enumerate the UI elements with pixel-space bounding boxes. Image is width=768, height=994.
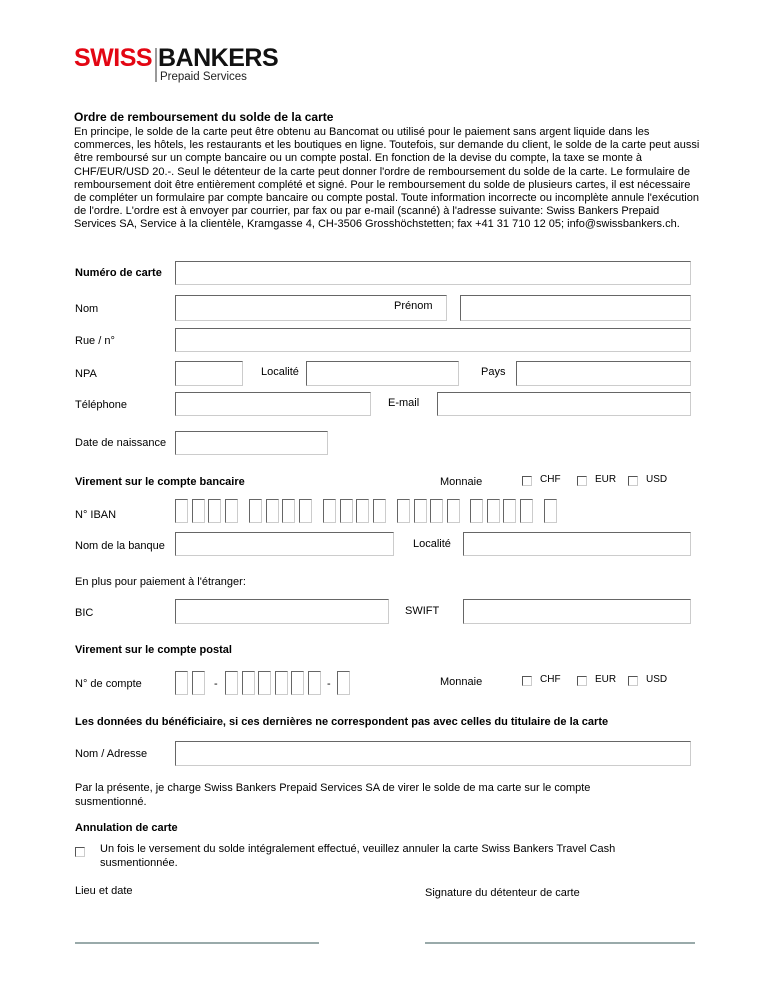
postal-account-cell[interactable] — [225, 671, 238, 695]
swift-label: SWIFT — [405, 605, 440, 617]
postal-account-cell[interactable] — [242, 671, 255, 695]
npa-field[interactable] — [175, 361, 243, 386]
postal-account-cell[interactable] — [175, 671, 188, 695]
birthdate-label: Date de naissance — [75, 437, 167, 449]
bank-transfer-heading: Virement sur le compte bancaire — [75, 476, 245, 488]
abroad-note: En plus pour paiement à l'étranger: — [75, 576, 246, 588]
iban-cell[interactable] — [282, 499, 295, 523]
mandate-text: Par la présente, je charge Swiss Bankers Prepaid Services SA de virer le solde de ma carte sur le compte susmentionné. — [75, 782, 591, 808]
npa-label: NPA — [75, 368, 97, 380]
email-label: E-mail — [388, 397, 420, 409]
pays-field[interactable] — [516, 361, 691, 386]
cancel-text: Un fois le versement du solde intégralement effectué, veuillez annuler la carte Swiss Bankers Travel Cash susmentionnée. — [100, 843, 616, 869]
iban-cell[interactable] — [503, 499, 516, 523]
iban-cell[interactable] — [356, 499, 369, 523]
iban-cell[interactable] — [299, 499, 312, 523]
iban-cell[interactable] — [225, 499, 238, 523]
postal-account-cell[interactable] — [192, 671, 205, 695]
bank-monnaie-label: Monnaie — [440, 476, 483, 488]
postal-monnaie-label: Monnaie — [440, 676, 483, 688]
postal-usd-label: USD — [646, 674, 668, 685]
postal-transfer-heading: Virement sur le compte postal — [75, 644, 232, 656]
holder-signature-label: Signature du détenteur de carte — [425, 887, 580, 899]
postal-usd-checkbox[interactable] — [628, 676, 638, 686]
iban-cell[interactable] — [544, 499, 557, 523]
nom-label: Nom — [75, 303, 99, 315]
bank-eur-label: EUR — [595, 474, 617, 485]
postal-account-cell[interactable] — [258, 671, 271, 695]
rue-label: Rue / n° — [75, 335, 115, 347]
email-field[interactable] — [437, 392, 691, 416]
place-date-line[interactable] — [75, 942, 319, 944]
page-title: Ordre de remboursement du solde de la carte — [74, 110, 334, 124]
postal-account-cell[interactable] — [337, 671, 350, 695]
name-address-label: Nom / Adresse — [75, 748, 148, 760]
postal-eur-checkbox[interactable] — [577, 676, 587, 686]
iban-cell[interactable] — [520, 499, 533, 523]
bic-field[interactable] — [175, 599, 389, 624]
bank-chf-label: CHF — [540, 474, 561, 485]
cancel-heading: Annulation de carte — [75, 822, 178, 834]
iban-cell[interactable] — [447, 499, 460, 523]
bank-usd-label: USD — [646, 474, 668, 485]
iban-cell[interactable] — [175, 499, 188, 523]
logo-divider — [155, 48, 157, 82]
iban-cell[interactable] — [470, 499, 483, 523]
logo-bankers: BANKERS — [158, 44, 279, 72]
iban-cell[interactable] — [208, 499, 221, 523]
iban-cell[interactable] — [373, 499, 386, 523]
iban-cell[interactable] — [249, 499, 262, 523]
postal-account-label: N° de compte — [75, 678, 142, 690]
place-date-label: Lieu et date — [75, 885, 133, 897]
swift-field[interactable] — [463, 599, 691, 624]
bic-label: BIC — [75, 607, 94, 619]
postal-account-cell[interactable] — [308, 671, 321, 695]
iban-cell[interactable] — [266, 499, 279, 523]
iban-cell[interactable] — [192, 499, 205, 523]
rue-field[interactable] — [175, 328, 691, 352]
bank-localite-field[interactable] — [463, 532, 691, 556]
bank-eur-checkbox[interactable] — [577, 476, 587, 486]
bank-usd-checkbox[interactable] — [628, 476, 638, 486]
signature-line[interactable] — [425, 942, 695, 944]
card-number-field[interactable] — [175, 261, 691, 285]
bank-localite-label: Localité — [413, 538, 451, 550]
telephone-label: Téléphone — [75, 399, 127, 411]
prenom-field[interactable] — [460, 295, 691, 321]
postal-account-cell[interactable] — [291, 671, 304, 695]
iban-cell[interactable] — [340, 499, 353, 523]
cancel-checkbox[interactable] — [75, 847, 85, 857]
iban-label: N° IBAN — [75, 509, 117, 521]
iban-cell[interactable] — [323, 499, 336, 523]
logo-swiss: SWISS — [74, 44, 153, 72]
postal-chf-label: CHF — [540, 674, 561, 685]
iban-cell[interactable] — [397, 499, 410, 523]
telephone-field[interactable] — [175, 392, 371, 416]
postal-chf-checkbox[interactable] — [522, 676, 532, 686]
card-number-label: Numéro de carte — [75, 267, 162, 279]
prenom-label: Prénom — [394, 300, 433, 312]
pays-label: Pays — [481, 366, 506, 378]
bank-name-label: Nom de la banque — [75, 540, 165, 552]
intro-text: En principe, le solde de la carte peut être obtenu au Bancomat ou utilisé pour le paiement sans argent liquide dans les commerces, les hôtels, les restaurants et les boutiques en ligne. Toutefois, sur demande du client, le solde de la carte peut aussi être remboursé sur un compte bancaire ou un compte postal. En fonction de la devise du compte, la taxe se monte à CHF/EUR/USD 20.-. Seul le détenteur de la carte peut donner l'ordre de remboursement du solde de la carte. Le formulaire de remboursement doit être entièrement complété et signé. Pour le remboursement du solde de plusieurs cartes, il est nécessaire de compléter un formulaire par compte bancaire ou compte postal. Toute information incorrecte ou incomplète annule l'exécution de l'ordre. L'ordre est à envoyer par courrier, par fax ou par e-mail (scanné) à l'adresse suivante: Swiss Bankers Prepaid Services SA, Service à la clientèle, Kramgasse 4, CH-3506 Grosshöchstetten; fax +41 31 710 12 05; info@swissbankers.ch. — [74, 126, 700, 231]
iban-cell[interactable] — [487, 499, 500, 523]
beneficiary-heading: Les données du bénéficiaire, si ces dernières ne correspondent pas avec celles du titulaire de la carte — [75, 716, 609, 728]
logo-subtitle: Prepaid Services — [160, 71, 247, 83]
bank-chf-checkbox[interactable] — [522, 476, 532, 486]
postal-account-cell[interactable] — [275, 671, 288, 695]
bank-name-field[interactable] — [175, 532, 394, 556]
postal-eur-label: EUR — [595, 674, 617, 685]
iban-cell[interactable] — [414, 499, 427, 523]
birthdate-field[interactable] — [175, 431, 328, 455]
postal-dash-2: - — [327, 678, 331, 690]
localite-label: Localité — [261, 366, 299, 378]
name-address-field[interactable] — [175, 741, 691, 766]
postal-dash-1: - — [214, 678, 218, 690]
localite-field[interactable] — [306, 361, 459, 386]
iban-cell[interactable] — [430, 499, 443, 523]
